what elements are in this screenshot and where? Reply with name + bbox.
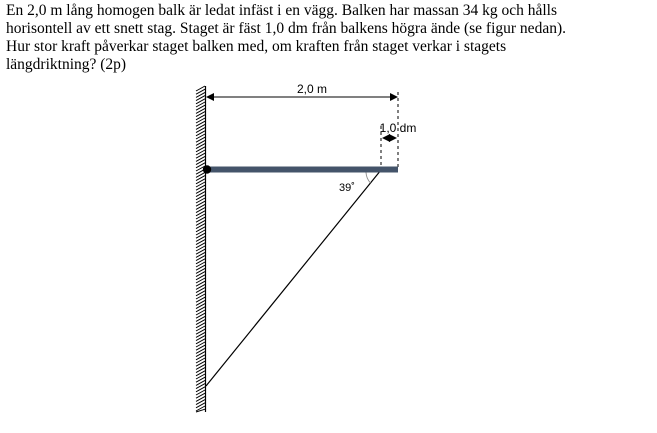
beam [206,167,398,173]
angle-arc [366,173,371,184]
problem-line-3: Hur stor kraft påverkar staget balken med, om kraften från staget verkar i stagets [6,38,507,55]
problem-line-1: En 2,0 m lång homogen balk är ledat infäst i en vägg. Balken har massan 34 kg och hålls [6,2,557,19]
beam-length-label: 2,0 m [296,82,328,96]
hinge-point [203,165,211,173]
strut [206,170,381,386]
beam-length-dimension [207,82,398,168]
offset-label: 1,0 dm [379,121,417,135]
wall [196,86,206,412]
problem-line-2: horisontell av ett snett stag. Staget är fäst 1,0 dm från balkens högra ände (se figur nedan). [6,20,566,37]
angle-label: 39˚ [339,182,355,194]
problem-line-4: längdriktning? (2p) [6,56,127,73]
